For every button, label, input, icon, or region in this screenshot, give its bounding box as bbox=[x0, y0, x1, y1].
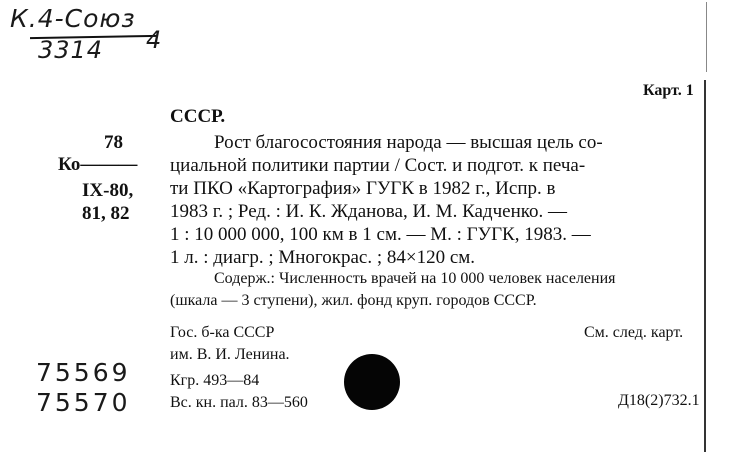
entry-line-4: 1983 г. ; Ред. : И. К. Жданова, И. М. Кадченко. — bbox=[170, 201, 568, 222]
right-edge-line-upper bbox=[706, 2, 707, 72]
library-line-1: Гос. б-ка СССР bbox=[170, 324, 275, 341]
handwritten-code-bottom: 3314 bbox=[38, 36, 104, 64]
call-number-line1: 78 bbox=[104, 132, 123, 153]
entry-line-6: 1 л. : диагр. ; Многокрас. ; 84×120 см. bbox=[170, 247, 476, 268]
index-code: Д18(2)732.1 bbox=[618, 392, 700, 409]
handwritten-number-2: 75570 bbox=[36, 388, 131, 417]
contents-line-2: (шкала — 3 ступени), жил. фонд круп. городов СССР. bbox=[170, 292, 537, 309]
ink-stamp-blob bbox=[344, 354, 400, 410]
entry-line-1: Рост благосостояния народа — высшая цель со- bbox=[214, 132, 603, 153]
entry-line-2: циальной политики партии / Сост. и подгот. к печа- bbox=[170, 155, 586, 176]
library-line-2: им. В. И. Ленина. bbox=[170, 346, 290, 363]
handwritten-code-top: К.4-Союз bbox=[10, 4, 136, 33]
library-line-4: Вс. кн. пал. 83—560 bbox=[170, 394, 308, 411]
card-label: Карт. 1 bbox=[643, 82, 694, 99]
library-line-3: Кгр. 493—84 bbox=[170, 372, 260, 389]
entry-heading: СССР. bbox=[170, 106, 226, 127]
handwritten-number-1: 75569 bbox=[36, 358, 131, 387]
call-number-line4: 81, 82 bbox=[82, 203, 130, 224]
right-edge-line bbox=[704, 80, 706, 452]
see-next-card: См. след. карт. bbox=[584, 324, 684, 341]
call-number-line3: IX-80, bbox=[82, 180, 134, 201]
call-number-line2: Ко——— bbox=[58, 154, 138, 175]
entry-line-3: ти ПКО «Картография» ГУГК в 1982 г., Испр. в bbox=[170, 178, 556, 199]
contents-line-1: Содерж.: Численность врачей на 10 000 человек населения bbox=[214, 270, 616, 287]
handwritten-suffix: 4 bbox=[146, 26, 163, 54]
entry-line-5: 1 : 10 000 000, 100 км в 1 см. — М. : ГУГК, 1983. — bbox=[170, 224, 591, 245]
